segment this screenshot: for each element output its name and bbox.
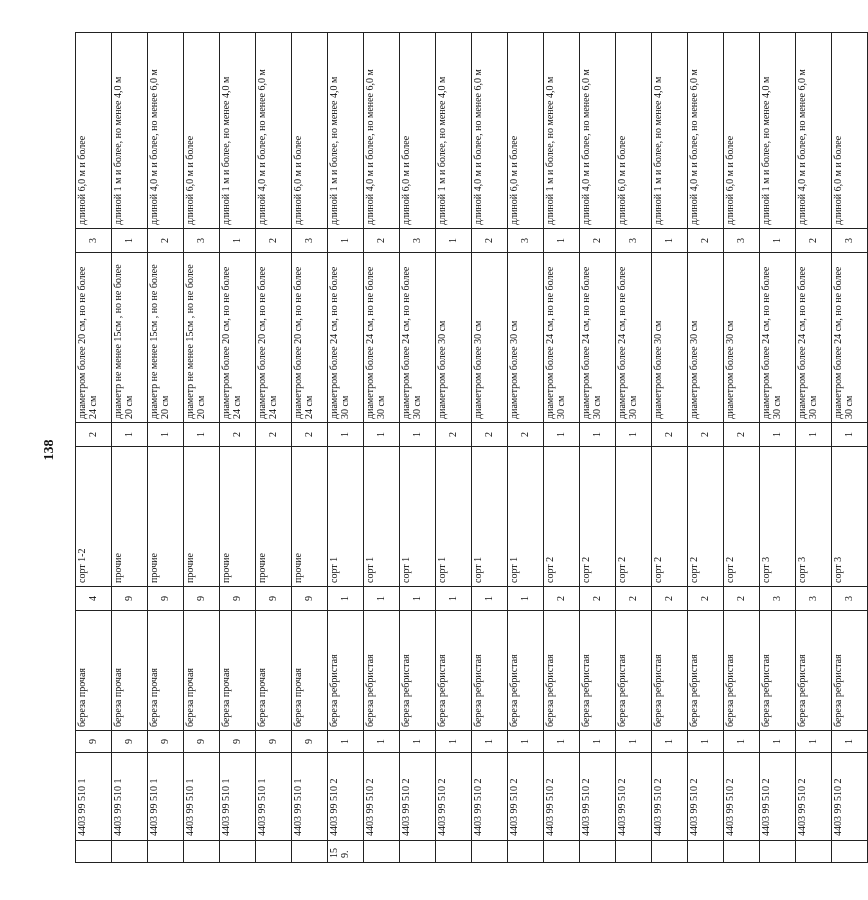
table-row bbox=[544, 33, 580, 863]
row-number-cell bbox=[472, 841, 508, 863]
species-cell: береза прочая bbox=[220, 611, 256, 731]
diameter-code-cell: 2 bbox=[724, 423, 760, 447]
table-row bbox=[472, 33, 508, 863]
diameter-cell: диаметром более 30 см bbox=[724, 253, 760, 423]
length-cell: длиной 6,0 м и более bbox=[508, 33, 544, 229]
diameter-code-cell: 1 bbox=[616, 423, 652, 447]
grade-cell: прочие bbox=[112, 447, 148, 587]
group-code-cell: 1 bbox=[688, 731, 724, 753]
grade-cell: сорт 1 bbox=[328, 447, 364, 587]
species-cell: береза ребристая bbox=[400, 611, 436, 731]
group-code-cell: 1 bbox=[760, 731, 796, 753]
group-code-cell: 1 bbox=[328, 731, 364, 753]
grade-code-cell: 9 bbox=[256, 587, 292, 611]
diameter-code-cell: 2 bbox=[652, 423, 688, 447]
grade-code-cell: 1 bbox=[364, 587, 400, 611]
length-cell: длиной 6,0 м и более bbox=[76, 33, 112, 229]
table-row bbox=[652, 33, 688, 863]
diameter-code-cell: 2 bbox=[436, 423, 472, 447]
species-cell: береза ребристая bbox=[364, 611, 400, 731]
tariff-code-cell: 4403 99 510 2 bbox=[364, 753, 400, 841]
diameter-code-cell: 1 bbox=[364, 423, 400, 447]
species-cell: береза прочая bbox=[112, 611, 148, 731]
grade-code-cell: 1 bbox=[508, 587, 544, 611]
length-cell: длиной 4,0 м и более, но менее 6,0 м bbox=[688, 33, 724, 229]
group-code-cell: 1 bbox=[616, 731, 652, 753]
diameter-cell: диаметр не менее 15см , но не более 20 см bbox=[148, 253, 184, 423]
table-row bbox=[292, 33, 328, 863]
table-row bbox=[832, 33, 868, 863]
species-cell: береза прочая bbox=[184, 611, 220, 731]
diameter-code-cell: 1 bbox=[832, 423, 868, 447]
row-number-cell bbox=[292, 841, 328, 863]
grade-cell: сорт 3 bbox=[832, 447, 868, 587]
row-number-cell bbox=[76, 841, 112, 863]
length-code-cell: 3 bbox=[508, 229, 544, 253]
tariff-code-cell: 4403 99 510 2 bbox=[400, 753, 436, 841]
grade-code-cell: 1 bbox=[400, 587, 436, 611]
diameter-cell: диаметр не менее 15см , но не более 20 см bbox=[184, 253, 220, 423]
grade-cell: прочие bbox=[292, 447, 328, 587]
grade-cell: сорт 2 bbox=[724, 447, 760, 587]
length-code-cell: 2 bbox=[256, 229, 292, 253]
species-cell: береза ребристая bbox=[796, 611, 832, 731]
length-cell: длиной 6,0 м и более bbox=[832, 33, 868, 229]
diameter-code-cell: 2 bbox=[508, 423, 544, 447]
length-cell: длиной 6,0 м и более bbox=[184, 33, 220, 229]
diameter-cell: диаметром более 30 см bbox=[472, 253, 508, 423]
length-code-cell: 3 bbox=[76, 229, 112, 253]
table-row bbox=[508, 33, 544, 863]
row-number-cell bbox=[724, 841, 760, 863]
length-cell: длиной 6,0 м и более bbox=[400, 33, 436, 229]
tariff-code-cell: 4403 99 510 2 bbox=[328, 753, 364, 841]
grade-cell: сорт 2 bbox=[688, 447, 724, 587]
grade-code-cell: 2 bbox=[688, 587, 724, 611]
group-code-cell: 9 bbox=[256, 731, 292, 753]
tariff-code-cell: 4403 99 510 2 bbox=[796, 753, 832, 841]
length-code-cell: 1 bbox=[436, 229, 472, 253]
diameter-code-cell: 1 bbox=[184, 423, 220, 447]
diameter-code-cell: 1 bbox=[148, 423, 184, 447]
row-number-cell bbox=[220, 841, 256, 863]
group-code-cell: 1 bbox=[364, 731, 400, 753]
grade-cell: сорт 1-2 bbox=[76, 447, 112, 587]
tariff-code-cell: 4403 99 510 2 bbox=[580, 753, 616, 841]
table-row bbox=[148, 33, 184, 863]
table-row bbox=[112, 33, 148, 863]
grade-cell: прочие bbox=[256, 447, 292, 587]
length-cell: длиной 4,0 м и более, но менее 6,0 м bbox=[364, 33, 400, 229]
table-row bbox=[724, 33, 760, 863]
group-code-cell: 1 bbox=[544, 731, 580, 753]
table-row bbox=[436, 33, 472, 863]
grade-cell: сорт 1 bbox=[436, 447, 472, 587]
length-cell: длиной 1 м и более, но менее 4,0 м bbox=[544, 33, 580, 229]
length-code-cell: 1 bbox=[112, 229, 148, 253]
tariff-code-cell: 4403 99 510 1 bbox=[112, 753, 148, 841]
diameter-cell: диаметром более 24 см, но не более 30 см bbox=[616, 253, 652, 423]
group-code-cell: 1 bbox=[508, 731, 544, 753]
species-cell: береза прочая bbox=[256, 611, 292, 731]
tariff-code-cell: 4403 99 510 2 bbox=[436, 753, 472, 841]
species-cell: береза ребристая bbox=[760, 611, 796, 731]
grade-cell: прочие bbox=[220, 447, 256, 587]
grade-cell: сорт 1 bbox=[472, 447, 508, 587]
table-row bbox=[328, 33, 364, 863]
length-code-cell: 3 bbox=[400, 229, 436, 253]
group-code-cell: 1 bbox=[436, 731, 472, 753]
row-number-cell bbox=[688, 841, 724, 863]
length-cell: длиной 6,0 м и более bbox=[292, 33, 328, 229]
row-number-cell bbox=[544, 841, 580, 863]
row-number-cell bbox=[400, 841, 436, 863]
length-code-cell: 2 bbox=[688, 229, 724, 253]
length-cell: длиной 4,0 м и более, но менее 6,0 м bbox=[796, 33, 832, 229]
length-cell: длиной 6,0 м и более bbox=[724, 33, 760, 229]
grade-code-cell: 2 bbox=[544, 587, 580, 611]
length-code-cell: 3 bbox=[616, 229, 652, 253]
grade-cell: сорт 2 bbox=[652, 447, 688, 587]
length-code-cell: 2 bbox=[148, 229, 184, 253]
diameter-cell: диаметром более 20 см, но не более 24 см bbox=[220, 253, 256, 423]
tariff-code-cell: 4403 99 510 1 bbox=[256, 753, 292, 841]
species-cell: береза ребристая bbox=[328, 611, 364, 731]
length-cell: длиной 1 м и более, но менее 4,0 м bbox=[328, 33, 364, 229]
table-body bbox=[76, 33, 868, 863]
length-cell: длиной 1 м и более, но менее 4,0 м bbox=[220, 33, 256, 229]
table-row bbox=[400, 33, 436, 863]
length-code-cell: 2 bbox=[472, 229, 508, 253]
group-code-cell: 1 bbox=[796, 731, 832, 753]
grade-cell: сорт 2 bbox=[616, 447, 652, 587]
diameter-cell: диаметр не менее 15см , но не более 20 см bbox=[112, 253, 148, 423]
table-row bbox=[580, 33, 616, 863]
species-cell: береза прочая bbox=[148, 611, 184, 731]
species-cell: береза ребристая bbox=[472, 611, 508, 731]
tariff-code-cell: 4403 99 510 2 bbox=[544, 753, 580, 841]
tariff-code-cell: 4403 99 510 1 bbox=[292, 753, 328, 841]
grade-code-cell: 2 bbox=[724, 587, 760, 611]
tariff-code-cell: 4403 99 510 2 bbox=[652, 753, 688, 841]
group-code-cell: 1 bbox=[652, 731, 688, 753]
diameter-cell: диаметром более 24 см, но не более 30 см bbox=[760, 253, 796, 423]
tariff-code-cell: 4403 99 510 1 bbox=[148, 753, 184, 841]
diameter-code-cell: 2 bbox=[220, 423, 256, 447]
tariff-code-cell: 4403 99 510 1 bbox=[76, 753, 112, 841]
diameter-cell: диаметром более 30 см bbox=[508, 253, 544, 423]
table-row bbox=[184, 33, 220, 863]
length-cell: длиной 1 м и более, но менее 4,0 м bbox=[652, 33, 688, 229]
diameter-cell: диаметром более 30 см bbox=[436, 253, 472, 423]
row-number-cell bbox=[256, 841, 292, 863]
length-code-cell: 3 bbox=[184, 229, 220, 253]
species-cell: береза ребристая bbox=[508, 611, 544, 731]
length-cell: длиной 4,0 м и более, но менее 6,0 м bbox=[148, 33, 184, 229]
length-code-cell: 3 bbox=[832, 229, 868, 253]
group-code-cell: 1 bbox=[832, 731, 868, 753]
species-cell: береза ребристая bbox=[616, 611, 652, 731]
diameter-code-cell: 1 bbox=[544, 423, 580, 447]
group-code-cell: 1 bbox=[724, 731, 760, 753]
row-number-cell bbox=[184, 841, 220, 863]
length-code-cell: 1 bbox=[544, 229, 580, 253]
row-number-cell bbox=[436, 841, 472, 863]
grade-cell: сорт 1 bbox=[400, 447, 436, 587]
diameter-cell: диаметром более 20 см, но не более 24 см bbox=[292, 253, 328, 423]
diameter-cell: диаметром более 24 см, но не более 30 см bbox=[328, 253, 364, 423]
group-code-cell: 9 bbox=[76, 731, 112, 753]
length-code-cell: 1 bbox=[220, 229, 256, 253]
grade-cell: сорт 1 bbox=[364, 447, 400, 587]
diameter-code-cell: 1 bbox=[112, 423, 148, 447]
rotated-table-container bbox=[75, 33, 855, 863]
table-row bbox=[220, 33, 256, 863]
species-cell: береза ребристая bbox=[544, 611, 580, 731]
grade-code-cell: 1 bbox=[436, 587, 472, 611]
table-row bbox=[796, 33, 832, 863]
tariff-code-cell: 4403 99 510 2 bbox=[832, 753, 868, 841]
row-number-cell bbox=[832, 841, 868, 863]
grade-code-cell: 9 bbox=[184, 587, 220, 611]
diameter-code-cell: 2 bbox=[256, 423, 292, 447]
group-code-cell: 9 bbox=[220, 731, 256, 753]
tariff-code-cell: 4403 99 510 2 bbox=[472, 753, 508, 841]
table-row bbox=[760, 33, 796, 863]
species-cell: береза прочая bbox=[292, 611, 328, 731]
length-code-cell: 3 bbox=[724, 229, 760, 253]
species-cell: береза ребристая bbox=[436, 611, 472, 731]
species-cell: береза ребристая bbox=[688, 611, 724, 731]
grade-code-cell: 3 bbox=[760, 587, 796, 611]
diameter-cell: диаметром более 24 см, но не более 30 см bbox=[400, 253, 436, 423]
group-code-cell: 1 bbox=[472, 731, 508, 753]
row-number-cell bbox=[760, 841, 796, 863]
group-code-cell: 1 bbox=[400, 731, 436, 753]
length-cell: длиной 4,0 м и более, но менее 6,0 м bbox=[256, 33, 292, 229]
diameter-cell: диаметром более 30 см bbox=[688, 253, 724, 423]
tariff-code-cell: 4403 99 510 1 bbox=[184, 753, 220, 841]
group-code-cell: 1 bbox=[580, 731, 616, 753]
table-row bbox=[688, 33, 724, 863]
length-cell: длиной 4,0 м и более, но менее 6,0 м bbox=[580, 33, 616, 229]
grade-code-cell: 2 bbox=[580, 587, 616, 611]
row-number-cell bbox=[580, 841, 616, 863]
species-cell: береза ребристая bbox=[724, 611, 760, 731]
diameter-cell: диаметром более 24 см, но не более 30 см bbox=[832, 253, 868, 423]
grade-code-cell: 9 bbox=[112, 587, 148, 611]
length-code-cell: 1 bbox=[760, 229, 796, 253]
diameter-code-cell: 1 bbox=[796, 423, 832, 447]
grade-cell: сорт 1 bbox=[508, 447, 544, 587]
row-number-cell bbox=[652, 841, 688, 863]
row-number-cell bbox=[616, 841, 652, 863]
diameter-code-cell: 2 bbox=[292, 423, 328, 447]
table-row bbox=[256, 33, 292, 863]
length-code-cell: 1 bbox=[652, 229, 688, 253]
table-row bbox=[364, 33, 400, 863]
diameter-code-cell: 1 bbox=[400, 423, 436, 447]
row-number-cell bbox=[112, 841, 148, 863]
grade-code-cell: 1 bbox=[328, 587, 364, 611]
diameter-cell: диаметром более 20 см, но не более 24 см bbox=[256, 253, 292, 423]
grade-cell: сорт 2 bbox=[544, 447, 580, 587]
length-code-cell: 2 bbox=[364, 229, 400, 253]
diameter-code-cell: 1 bbox=[328, 423, 364, 447]
row-number-cell bbox=[148, 841, 184, 863]
length-cell: длиной 6,0 м и более bbox=[616, 33, 652, 229]
length-code-cell: 1 bbox=[328, 229, 364, 253]
page-number: 138 bbox=[42, 439, 57, 461]
grade-code-cell: 9 bbox=[148, 587, 184, 611]
row-number-cell bbox=[364, 841, 400, 863]
group-code-cell: 9 bbox=[292, 731, 328, 753]
grade-code-cell: 2 bbox=[616, 587, 652, 611]
tariff-code-cell: 4403 99 510 2 bbox=[724, 753, 760, 841]
grade-code-cell: 9 bbox=[220, 587, 256, 611]
diameter-cell: диаметром более 24 см, но не более 30 см bbox=[544, 253, 580, 423]
diameter-code-cell: 2 bbox=[688, 423, 724, 447]
group-code-cell: 9 bbox=[184, 731, 220, 753]
grade-code-cell: 4 bbox=[76, 587, 112, 611]
grade-cell: прочие bbox=[184, 447, 220, 587]
tariff-code-cell: 4403 99 510 2 bbox=[760, 753, 796, 841]
length-cell: длиной 1 м и более, но менее 4,0 м bbox=[112, 33, 148, 229]
diameter-cell: диаметром более 24 см, но не более 30 см bbox=[580, 253, 616, 423]
grade-code-cell: 3 bbox=[832, 587, 868, 611]
grade-code-cell: 9 bbox=[292, 587, 328, 611]
species-cell: береза ребристая bbox=[832, 611, 868, 731]
diameter-cell: диаметром более 30 см bbox=[652, 253, 688, 423]
tariff-code-cell: 4403 99 510 2 bbox=[688, 753, 724, 841]
grade-cell: сорт 3 bbox=[760, 447, 796, 587]
diameter-cell: диаметром более 24 см, но не более 30 см bbox=[364, 253, 400, 423]
diameter-cell: диаметром более 24 см, но не более 30 см bbox=[796, 253, 832, 423]
table-row bbox=[616, 33, 652, 863]
length-cell: длиной 1 м и более, но менее 4,0 м bbox=[760, 33, 796, 229]
tariff-code-cell: 4403 99 510 2 bbox=[508, 753, 544, 841]
length-code-cell: 2 bbox=[580, 229, 616, 253]
group-code-cell: 9 bbox=[112, 731, 148, 753]
species-cell: береза прочая bbox=[76, 611, 112, 731]
diameter-code-cell: 2 bbox=[472, 423, 508, 447]
grade-code-cell: 1 bbox=[472, 587, 508, 611]
row-number-cell: 159. bbox=[328, 841, 364, 863]
timber-classification-table bbox=[75, 32, 868, 863]
group-code-cell: 9 bbox=[148, 731, 184, 753]
length-cell: длиной 4,0 м и более, но менее 6,0 м bbox=[472, 33, 508, 229]
length-cell: длиной 1 м и более, но менее 4,0 м bbox=[436, 33, 472, 229]
species-cell: береза ребристая bbox=[580, 611, 616, 731]
species-cell: береза ребристая bbox=[652, 611, 688, 731]
row-number-cell bbox=[508, 841, 544, 863]
tariff-code-cell: 4403 99 510 1 bbox=[220, 753, 256, 841]
grade-cell: прочие bbox=[148, 447, 184, 587]
grade-code-cell: 3 bbox=[796, 587, 832, 611]
grade-cell: сорт 2 bbox=[580, 447, 616, 587]
row-number-cell bbox=[796, 841, 832, 863]
grade-cell: сорт 3 bbox=[796, 447, 832, 587]
table-row bbox=[76, 33, 112, 863]
length-code-cell: 2 bbox=[796, 229, 832, 253]
diameter-code-cell: 1 bbox=[580, 423, 616, 447]
grade-code-cell: 2 bbox=[652, 587, 688, 611]
tariff-code-cell: 4403 99 510 2 bbox=[616, 753, 652, 841]
length-code-cell: 3 bbox=[292, 229, 328, 253]
diameter-code-cell: 2 bbox=[76, 423, 112, 447]
diameter-code-cell: 1 bbox=[760, 423, 796, 447]
diameter-cell: диаметром более 20 см, но не более 24 см bbox=[76, 253, 112, 423]
